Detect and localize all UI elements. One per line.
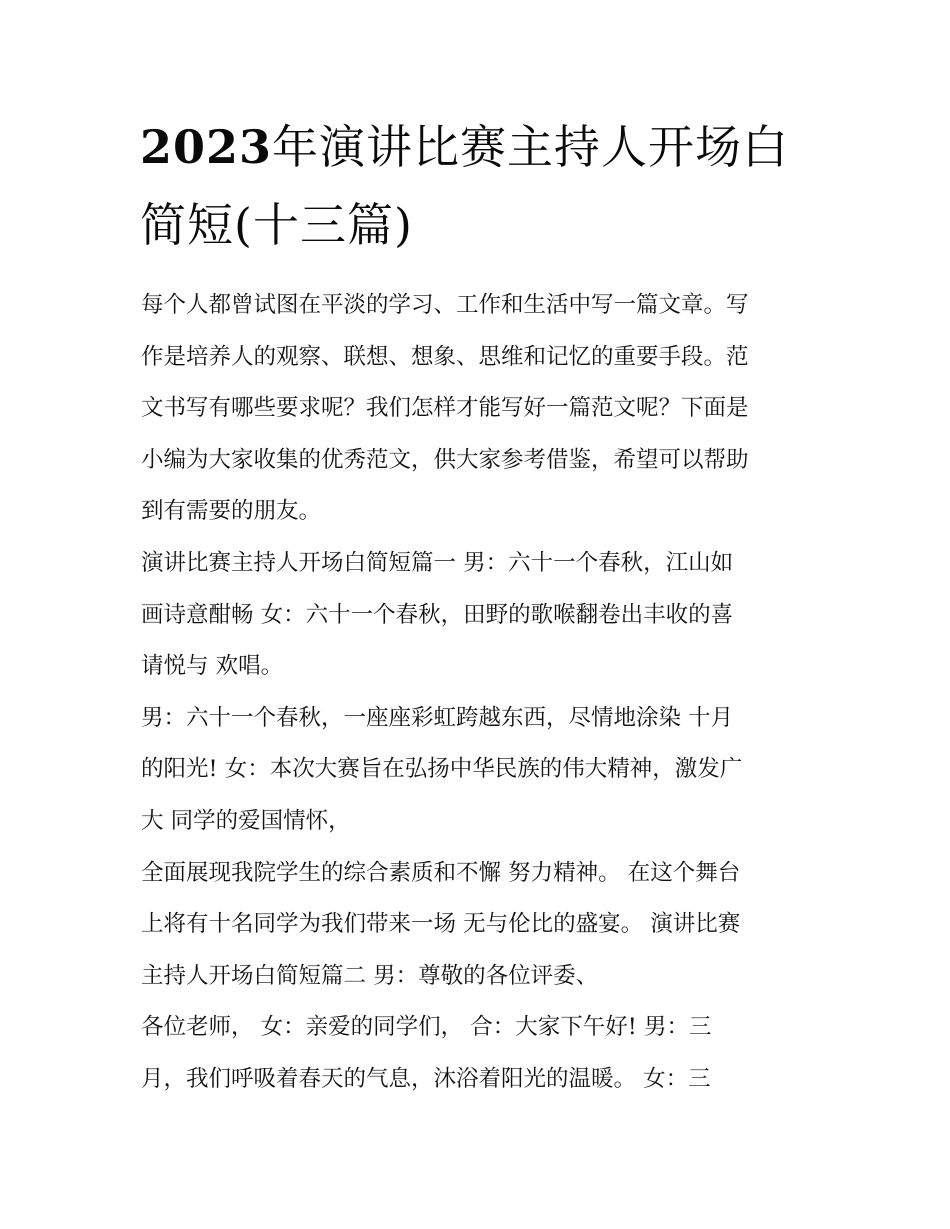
body-line: 演讲比赛主持人开场白简短篇一 男：六十一个春秋，江山如	[141, 549, 734, 576]
body-line: 全面展现我院学生的综合素质和不懈 努力精神。 在这个舞台	[141, 859, 741, 886]
body-line: 作是培养人的观察、联想、想象、思维和记忆的重要手段。范	[141, 343, 749, 370]
body-line: 文书写有哪些要求呢？我们怎样才能写好一篇范文呢？下面是	[141, 395, 749, 422]
title-line1-rest: 年演讲比赛主持人开场白	[272, 120, 790, 174]
body-line: 每个人都曾试图在平淡的学习、工作和生活中写一篇文章。写	[141, 292, 749, 318]
body-line: 主持人开场白简短篇二 男：尊敬的各位评委、	[141, 962, 599, 989]
body-line: 月，我们呼吸着春天的气息，沐浴着阳光的温暖。 女：三	[141, 1065, 711, 1092]
body-line: 大 同学的爱国情怀，	[141, 807, 351, 834]
body-line: 上将有十名同学为我们带来一场 无与伦比的盛宴。 演讲比赛	[141, 911, 741, 938]
body-line: 各位老师， 女：亲爱的同学们， 合：大家下午好! 男：三	[141, 1014, 712, 1041]
document-body	[141, 280, 821, 1106]
document-title	[140, 108, 820, 264]
body-line: 小编为大家收集的优秀范文，供大家参考借鉴，希望可以帮助	[141, 446, 749, 473]
body-line: 到有需要的朋友。	[141, 498, 322, 525]
body-line: 画诗意酣畅 女：六十一个春秋，田野的歌喉翻卷出丰收的喜	[141, 601, 734, 628]
body-line: 的阳光! 女：本次大赛旨在弘扬中华民族的伟大精神，激发广	[141, 756, 743, 783]
body-line: 请悦与 欢唱。	[141, 653, 284, 680]
title-year: 2023	[140, 120, 273, 174]
title-line2: 简短(十三篇)	[140, 198, 413, 252]
body-line: 男：六十一个春秋，一座座彩虹跨越东西，尽情地涂染 十月	[141, 704, 734, 731]
